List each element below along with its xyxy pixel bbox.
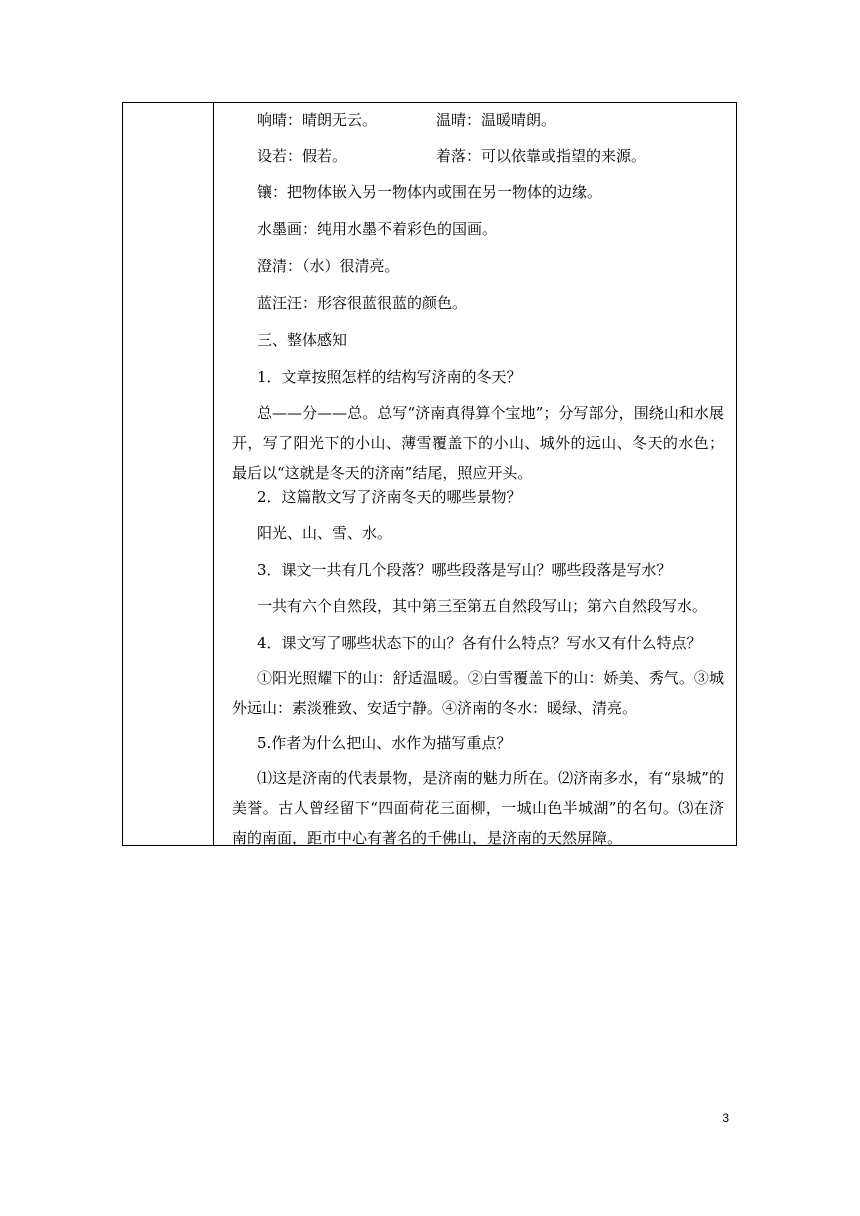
content-area bbox=[214, 103, 736, 845]
vocab-term: 设若：假若。 bbox=[257, 147, 348, 165]
question: 4．课文写了哪些状态下的山？各有什么特点？写水又有什么特点？ bbox=[257, 634, 702, 652]
section-heading: 三、整体感知 bbox=[257, 331, 348, 349]
question: 2．这篇散文写了济南冬天的哪些景物？ bbox=[257, 488, 522, 506]
answer: 总——分——总。总写“济南真得算个宝地”；分写部分，围绕山和水展开，写了阳光下的小山、薄雪覆盖下的小山、城外的远山、冬天的水色；最后以“这就是冬天的济南”结尾，照应开头。 bbox=[232, 404, 724, 482]
content-column bbox=[214, 103, 737, 846]
vocab-line: 蓝汪汪：形容很蓝很蓝的颜色。 bbox=[257, 294, 468, 312]
table-row bbox=[123, 103, 737, 846]
answer: ⑴这是济南的代表景物，是济南的魅力所在。⑵济南多水，有“泉城”的美誉。古人曾经留下“四面荷花三面柳，一城山色半城湖”的名句。⑶在济南的南面，距市中心有著名的千佛山，是济南的天然屏障。 bbox=[232, 769, 724, 847]
vocab-term: 着落：可以依靠或指望的来源。 bbox=[436, 147, 647, 165]
vocab-term: 响晴：晴朗无云。 bbox=[257, 111, 378, 129]
answer: 一共有六个自然段，其中第三至第五自然段写山；第六自然段写水。 bbox=[257, 597, 708, 615]
page-number: 3 bbox=[722, 1111, 729, 1125]
question: 1．文章按照怎样的结构写济南的冬天？ bbox=[257, 368, 522, 386]
vocab-term: 温晴：温暖晴朗。 bbox=[436, 111, 557, 129]
answer: 阳光、山、雪、水。 bbox=[257, 524, 393, 542]
vocab-line: 澄清：（水）很清亮。 bbox=[257, 257, 400, 275]
lesson-table bbox=[122, 102, 737, 846]
label-column bbox=[123, 103, 214, 846]
answer: ①阳光照耀下的山：舒适温暖。②白雪覆盖下的山：娇美、秀气。③城外远山：素淡雅致、安适宁静。④济南的冬水：暖绿、清亮。 bbox=[232, 669, 724, 717]
vocab-line: 镶：把物体嵌入另一物体内或围在另一物体的边缘。 bbox=[257, 183, 603, 201]
vocab-line: 水墨画：纯用水墨不着彩色的国画。 bbox=[257, 220, 498, 238]
question: 5.作者为什么把山、水作为描写重点？ bbox=[257, 734, 512, 752]
question: 3．课文一共有几个段落？哪些段落是写山？哪些段落是写水？ bbox=[257, 561, 672, 579]
